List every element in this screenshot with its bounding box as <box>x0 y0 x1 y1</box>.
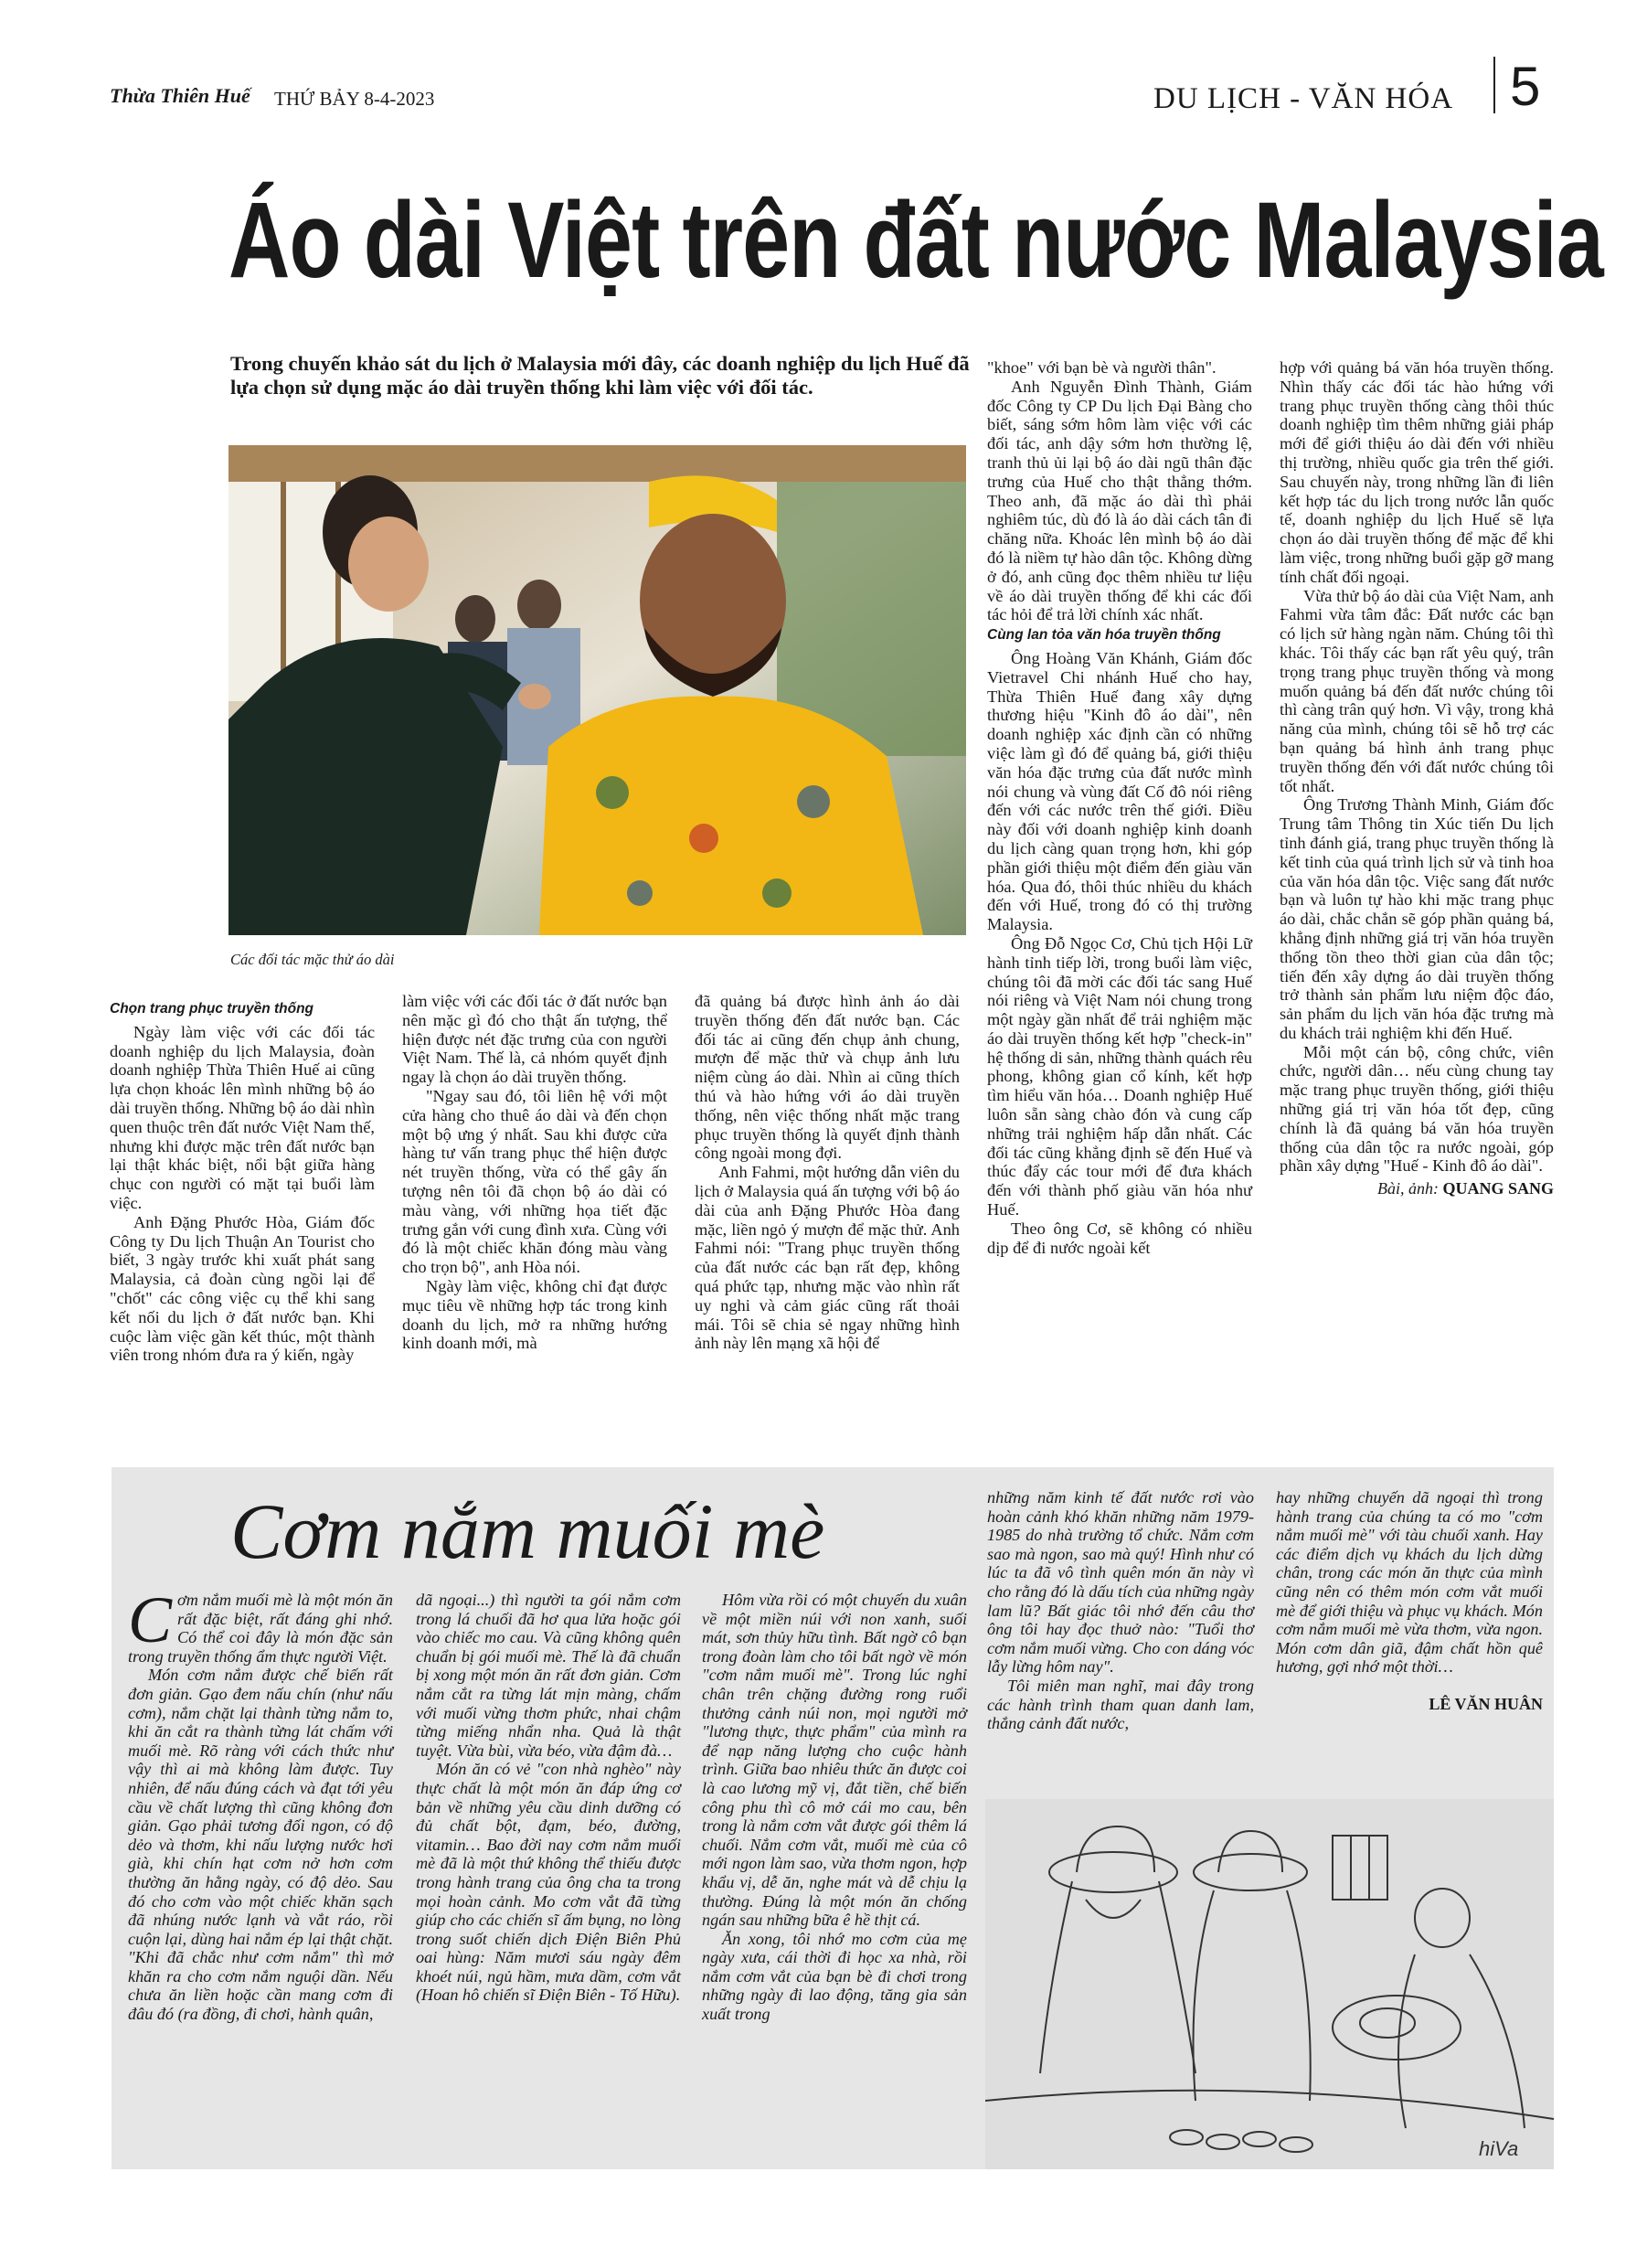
paragraph: Ngày làm việc, không chỉ đạt được mục tiêu về những hợp tác trong kinh doanh du lịch, mở ra những hướng kinh doanh mới, mà <box>402 1276 667 1353</box>
drop-cap: C <box>128 1583 173 1656</box>
paragraph: Mỗi một cán bộ, công chức, viên chức, người dân… nếu cùng chung tay mặc trang phục truyền thống, giới thiệu những giá trị văn hóa tốt đẹp, cũng chính là đã quảng bá văn hóa truyền thống của dân tộc ra nước ngoài, góp phần xây dựng "Huế - Kinh đô áo dài". <box>1280 1042 1554 1176</box>
paragraph: Anh Nguyễn Đình Thành, Giám đốc Công ty CP Du lịch Đại Bàng cho biết, sáng sớm hôm làm việc với các đối tác, anh dậy sớm hơn thường lệ, tranh thủ ủi lại bộ áo dài ngũ thân đặc trưng của Huế cho thật thẳng thớm. Theo anh, đã mặc áo dài thì phải nghiêm túc, dù đó là áo dài cách tân đi chăng nữa. Khoác lên mình bộ áo dài đó là niềm tự hào dân tộc. Không dừng ở đó, anh cũng đọc thêm nhiều tư liệu về áo dài truyền thống để khi các đối tác hỏi để trả lời chính xác nhất. <box>987 377 1252 624</box>
article-headline: Áo dài Việt trên đất nước Malaysia <box>228 180 1603 301</box>
paragraph: dã ngoại...) thì người ta gói nắm cơm trong lá chuối đã hơ qua lửa hoặc gói vào chiếc mo cau. Và cũng không quên chuẩn bị gói muối mè. Thế là đã chuẩn bị xong một món ăn rất đơn giản. Cơm nắm cắt ra từng lát mịn màng, chấm với muối vừng thơm phức, nhai chậm từng miếng nhẩn nha. Quả là thật tuyệt. Vừa bùi, vừa béo, vừa đậm đà… <box>416 1591 681 1760</box>
article-column-4 <box>987 358 1252 1257</box>
paragraph: Ông Hoàng Văn Khánh, Giám đốc Vietravel Chi nhánh Huế cho hay, Thừa Thiên Huế đang xây dựng thương hiệu "Kinh đô áo dài", nên doanh nghiệp xác định cần có những việc làm gì đó để quảng bá, giới thiệu văn hóa đặc trưng của đất nước mình nói chung và vùng đất Cố đô nói riêng đến với các nước trên thế giới. Điều này đối với doanh nghiệp kinh doanh du lịch càng quan trọng hơn, khi góp phần giới thiệu một điểm đến giàu văn hóa. Qua đó, thôi thúc nhiều du khách đến với Huế, trong đó có thị trường Malaysia. <box>987 648 1252 934</box>
feature-title: Cơm nắm muối mè <box>230 1487 825 1575</box>
article-column-3 <box>695 992 960 1353</box>
paragraph: Theo ông Cơ, sẽ không có nhiều dịp để đi nước ngoài kết <box>987 1219 1252 1257</box>
paragraph <box>128 1583 393 1666</box>
paragraph: những năm kinh tế đất nước rơi vào hoàn cảnh khó khăn những năm 1979-1985 do nhà trường tổ chức. Nắm cơm sao mà ngon, sao mà quý! Hình như có lúc ta đã vô tình quên món ăn này vì cho rằng đó là dấu tích của những ngày lam lũ? Bất giác tôi nhớ đến câu thơ ông tôi hay đọc thuở nào: "Tuổi thơ cơm nắm muối vừng. Cho con dáng vóc lẫy lừng hôm nay". <box>987 1488 1254 1677</box>
paragraph: Anh Fahmi, một hướng dẫn viên du lịch ở Malaysia quá ấn tượng với bộ áo dài của anh Đặng Phước Hòa đang mặc, liền ngỏ ý mượn để mặc thử. Anh Fahmi nói: "Trang phục truyền thống của đất nước các bạn rất đẹp, không quá phức tạp, nhưng mặc vào nhìn rất uy nghi và cảm giác cũng rất thoải mái. Tôi sẽ chia sẻ ngay những hình ảnh này lên mạng xã hội để <box>695 1163 960 1353</box>
photo-caption: Các đối tác mặc thử áo dài <box>230 951 395 968</box>
page-number-divider <box>1493 57 1495 113</box>
paragraph: Ăn xong, tôi nhớ mo cơm của mẹ ngày xưa, cái thời đi học xa nhà, rồi nắm cơm vắt của bạn bè đi chơi trong những ngày đi lao động, tăng gia sản xuất trong <box>702 1929 967 2024</box>
first-paragraph-text: ơm nắm muối mè là một món ăn rất đặc biệt, rất đáng ghi nhớ. Có thể coi đây là món đặc sản trong truyền thống ẩm thực người Việt. <box>128 1591 393 1666</box>
paragraph: hay những chuyến dã ngoại thì trong hành trang của chúng ta có mo "cơm nắm muối mè" với tàu chuối xanh. Hay các điểm dịch vụ khách du lịch dừng chân, trong các món ăn thực của mình cũng nên có thêm món cơm vắt muối mè để giới thiệu và phục vụ khách. Món cơm nắm muối mè vừa thơm, vừa ngon. Món cơm dân giã, đậm chất hồn quê hương, gợi nhớ một thời… <box>1276 1488 1543 1677</box>
rice-ball-sketch <box>985 1799 1554 2169</box>
page-number: 5 <box>1510 56 1541 117</box>
paragraph: Món cơm nắm được chế biến rất đơn giản. Gạo đem nấu chín (như nấu cơm), nắm chặt lại thành từng nắm to, khi ăn cắt ra thành từng lát chấm với muối mè. Rõ ràng với cách thức như vậy thì ai mà không làm được. Tuy nhiên, để nấu đúng cách và đạt tới yêu cầu về chất lượng thì cũng không đơn giản. Gạo phải tương đối ngon, có độ dẻo và thơm, khi nấu lượng nước hơi già, khi chín hạt cơm nở hơn cơm thường ăn hằng ngày, có độ dẻo. Sau đó cho cơm vào một chiếc khăn sạch đã nhúng nước lạnh và vắt ráo, rồi cuộn lại, dùng hai nắm ép lại thật chặt. "Khi đã chắc như cơm nắm" thì mở khăn ra cho cơm nắm nguội dần. Nếu chưa ăn liền hoặc cần mang cơm đi đâu đó (ra đồng, đi chơi, hành quân, <box>128 1666 393 2024</box>
subhead-traditional-attire: Chọn trang phục truyền thống <box>110 1001 314 1017</box>
feature-column-3 <box>702 1591 967 2024</box>
paragraph: Ngày làm việc với các đối tác doanh nghiệp du lịch Malaysia, đoàn doanh nghiệp Thừa Thiên Huế ai cũng lựa chọn khoác lên mình những bộ áo dài truyền thống. Những bộ áo dài nhìn quen thuộc trên đất nước Việt Nam thế, nhưng khi được mặc trên đất nước bạn lại thật khác biệt, nổi bật giữa hàng chục con người có mặt tại buổi làm việc. <box>110 1022 375 1212</box>
feature-author: LÊ VĂN HUÂN <box>1429 1694 1543 1713</box>
paragraph: Ông Đỗ Ngọc Cơ, Chủ tịch Hội Lữ hành tỉnh tiếp lời, trong buổi làm việc, chúng tôi đã mời các đối tác sang Huế nói riêng và Việt Nam nói chung trong một ngày gần nhất để trải nghiệm mặc áo dài truyền thống kết hợp "check-in" hệ thống di sản, những thành quách rêu phong, không gian cổ kính, kết hợp tìm hiểu văn hóa… Doanh nghiệp Huế luôn sẵn sàng chào đón và cung cấp những trải nghiệm hấp dẫn nhất. Các đối tác cũng khẳng định sẽ đến Huế và thúc đẩy các tour mới để đưa khách đến với thành phố giàu văn hóa như Huế. <box>987 933 1252 1219</box>
article-photo <box>228 445 966 935</box>
article-column-5 <box>1280 358 1554 1198</box>
feature-illustration <box>985 1799 1554 2169</box>
feature-column-5 <box>1276 1488 1543 1714</box>
paragraph: đã quảng bá được hình ảnh áo dài truyền thống đến đất nước bạn. Các đối tác ai cũng đến chụp ảnh chung, mượn để mặc thử và chụp ảnh lưu niệm cùng áo dài. Nhìn ai cũng thích thú và hào hứng với áo dài truyền thống, nên việc thống nhất mặc trang phục truyền thống là quyết định thành công ngoài mong đợi. <box>695 992 960 1163</box>
subhead-spreading-culture: Cùng lan tỏa văn hóa truyền thống <box>987 627 1221 644</box>
newspaper-name: Thừa Thiên Huế <box>110 84 250 107</box>
section-name: DU LỊCH - VĂN HÓA <box>1153 82 1454 115</box>
article-column-1 <box>110 998 375 1365</box>
paragraph: Anh Đặng Phước Hòa, Giám đốc Công ty Du lịch Thuận An Tourist cho biết, 3 ngày trước khi xuất phát sang Malaysia, cả đoàn cùng ngồi lại để "chốt" các công việc cụ thể khi sang kết nối du lịch ở đất nước bạn. Khi cuộc làm việc gần kết thúc, một thành viên trong nhóm đưa ra ý kiến, ngày <box>110 1212 375 1365</box>
paragraph: Món ăn có vẻ "con nhà nghèo" này thực chất là một món ăn đáp ứng cơ bản về những yêu cầu dinh dưỡng có đủ chất bột, đạm, béo, đường, vitamin… Bao đời nay cơm nắm muối mè đã là một thứ không thể thiếu được trong hành trang của ông cha ta trong mọi hoàn cảnh. Mo cơm vắt đã từng giúp cho các chiến sĩ ấm bụng, no lòng trong suốt chiến dịch Điện Biên Phủ oai hùng: Năm mươi sáu ngày đêm khoét núi, ngủ hầm, mưa dầm, cơm vắt (Hoan hô chiến sĩ Điện Biên - Tố Hữu). <box>416 1760 681 2005</box>
paragraph: Tôi miên man nghĩ, mai đây trong các hành trình tham quan danh lam, thắng cảnh đất nước, <box>987 1676 1254 1733</box>
article-lede: Trong chuyến khảo sát du lịch ở Malaysia mới đây, các doanh nghiệp du lịch Huế đã lựa chọn sử dụng mặc áo dài truyền thống khi làm việc với đối tác. <box>230 352 970 399</box>
paragraph: làm việc với các đối tác ở đất nước bạn nên mặc gì đó cho thật ấn tượng, thể hiện được nét đặc trưng của con người Việt Nam. Thế là, cả nhóm quyết định ngay là chọn áo dài truyền thống. <box>402 992 667 1087</box>
paragraph: "khoe" với bạn bè và người thân". <box>987 358 1217 377</box>
article-byline <box>1280 1179 1554 1198</box>
illustrator-signature: hiVa <box>1479 2137 1519 2160</box>
byline-author: QUANG SANG <box>1442 1179 1554 1198</box>
byline-prefix: Bài, ảnh: <box>1376 1179 1439 1198</box>
article-column-2 <box>402 992 667 1353</box>
paragraph: Ông Trương Thành Minh, Giám đốc Trung tâm Thông tin Xúc tiến Du lịch tỉnh đánh giá, trang phục truyền thống là kết tinh của quá trình lịch sử và tinh hoa của văn hóa dân tộc. Việc sang đất nước bạn và luôn tự hào khi mặc trang phục áo dài, chắc chắn sẽ góp phần quảng bá, khẳng định những giá trị văn hóa truyền thống tồn theo thời gian của dân tộc; tiến đến xây dựng áo dài truyền thống trở thành sản phẩm lưu niệm độc đáo, sản phẩm du lịch văn hóa đặc trưng mà du khách trải nghiệm khi đến Huế. <box>1280 795 1554 1042</box>
feature-column-2 <box>416 1591 681 2005</box>
feature-column-4 <box>987 1488 1254 1733</box>
paragraph: Hôm vừa rồi có một chuyến du xuân về một miền núi với non xanh, suối mát, sơn thủy hữu tình. Bất ngờ cô bạn trong đoàn làm cho tôi bất ngờ về món "cơm nắm muối mè". Trong lúc nghỉ chân trên chặng đường rong ruổi thưởng cảnh núi non, mọi người mở "lương thực, thực phẩm" của mình ra để nạp năng lượng cho cuộc hành trình. Giữa bao nhiêu thức ăn được coi là cao lương mỹ vị, đắt tiền, chế biến công phu thì cô mở cái mo cau, bên trong là nắm cơm vắt được gói thêm lá chuối. Nắm cơm vắt, muối mè của cô mới ngon làm sao, vừa thơm ngon, hợp khẩu vị, dễ ăn, nghe mát và dễ chịu lạ thường. Đúng là một món ăn chống ngán sau những bữa ê hề thịt cá. <box>702 1591 967 1930</box>
issue-date: THỨ BẢY 8-4-2023 <box>274 88 435 110</box>
feature-column-1 <box>128 1583 393 2024</box>
paragraph: "Ngay sau đó, tôi liên hệ với một cửa hàng cho thuê áo dài và đến chọn một bộ ưng ý nhất. Sau khi được cửa hàng tư vấn trang phục thể hiện được nét truyền thống, vừa có thể gây ấn tượng nên tôi đã chọn bộ áo dài có màu vàng, với những họa tiết đặc trưng gắn với cung đình xưa. Cùng với đó là một chiếc khăn đóng màu vàng cho trọn bộ", anh Hòa nói. <box>402 1086 667 1277</box>
paragraph: Vừa thử bộ áo dài của Việt Nam, anh Fahmi vừa tâm đắc: Đất nước các bạn có lịch sử hàng ngàn năm. Chúng tôi thì khác. Tôi thấy các bạn rất yêu quý, trân trọng trang phục truyền thống và mong muốn quảng bá đến đất nước chúng tôi thì càng trân quý hơn. Vì vậy, trong khả năng của mình, chúng tôi sẽ hỗ trợ các bạn quảng bá hình ảnh trang phục truyền thống đến với đất nước chúng tôi tốt nhất. <box>1280 586 1554 795</box>
paragraph: hợp với quảng bá văn hóa truyền thống. Nhìn thấy các đối tác hào hứng với trang phục truyền thống càng thôi thúc doanh nghiệp tìm thêm những giải pháp mới để giới thiệu áo dài đến với nhiều thị trường, nhiều quốc gia trên thế giới. Sau chuyến này, trong những lần đi liên kết hợp tác du lịch trong nước lẫn quốc tế, doanh nghiệp du lịch Huế sẽ lựa chọn áo dài truyền thống để mặc để khi làm việc, trong những buổi gặp gỡ mang tính chất đối ngoại. <box>1280 358 1554 586</box>
ao-dai-fitting-photo <box>228 445 966 935</box>
